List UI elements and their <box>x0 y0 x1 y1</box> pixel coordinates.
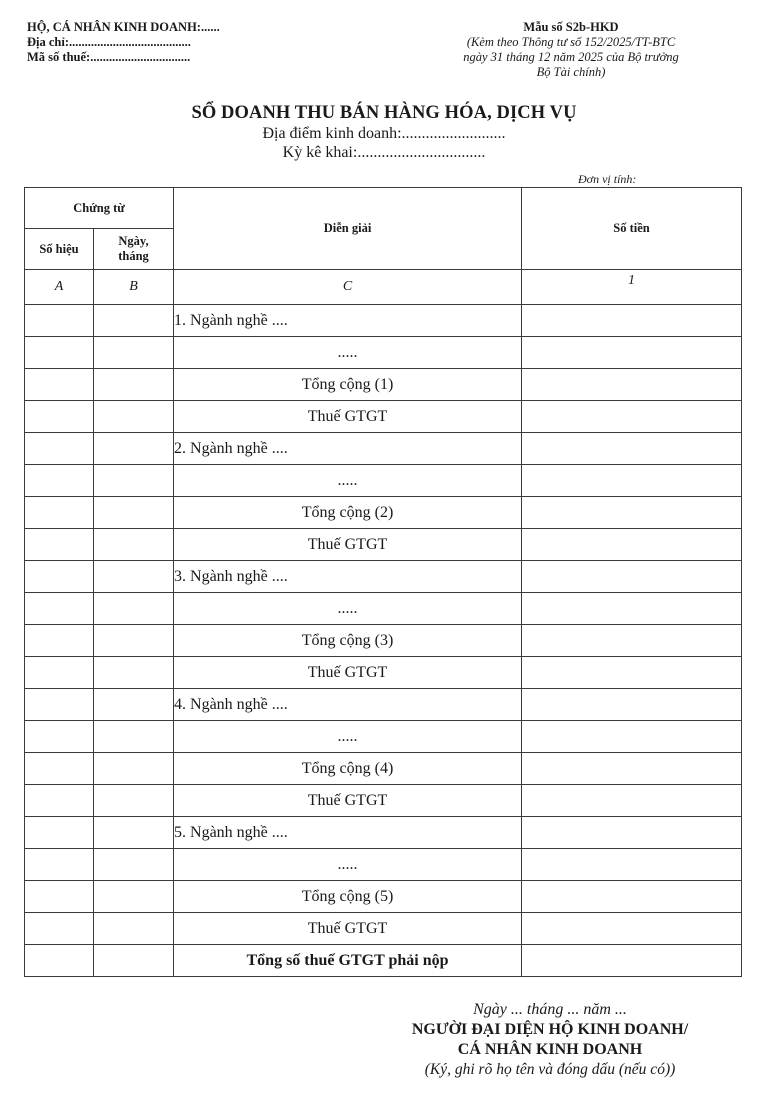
table-row <box>25 561 742 593</box>
voucher-date-cell[interactable] <box>94 721 174 753</box>
table-row <box>25 849 742 881</box>
declaration-period-field: Kỳ kê khai:................................ <box>282 144 486 161</box>
legal-reference-line: (Kèm theo Thông tư số 152/2025/TT-BTC <box>466 35 676 49</box>
description-cell: 1. Ngành nghề .... <box>174 305 522 337</box>
signature-note: (Ký, ghi rõ họ tên và đóng dấu (nếu có)) <box>424 1061 676 1078</box>
voucher-number-cell[interactable] <box>25 401 94 433</box>
voucher-number-cell[interactable] <box>25 721 94 753</box>
voucher-date-cell[interactable] <box>94 401 174 433</box>
description-cell: Tổng cộng (4) <box>174 753 522 785</box>
business-info-block <box>27 20 220 65</box>
table-row <box>25 689 742 721</box>
description-cell: 3. Ngành nghề .... <box>174 561 522 593</box>
description-cell: ..... <box>174 721 522 753</box>
amount-cell[interactable] <box>522 625 742 657</box>
tax-code-field: Mã số thuế:................................ <box>27 50 191 64</box>
column-code-row <box>25 270 742 305</box>
amount-cell[interactable] <box>522 849 742 881</box>
voucher-number-cell[interactable] <box>25 529 94 561</box>
voucher-number-cell[interactable] <box>25 561 94 593</box>
signature-date: Ngày ... tháng ... năm ... <box>473 1001 627 1018</box>
voucher-number-cell[interactable] <box>25 881 94 913</box>
amount-header: Số tiền <box>522 188 742 270</box>
voucher-number-cell[interactable] <box>25 337 94 369</box>
unit-label: Đơn vị tính: <box>578 172 637 186</box>
description-cell: Tổng cộng (5) <box>174 881 522 913</box>
voucher-number-cell[interactable] <box>25 913 94 945</box>
description-cell: Thuế GTGT <box>174 785 522 817</box>
amount-cell[interactable] <box>522 401 742 433</box>
business-name-field: HỘ, CÁ NHÂN KINH DOANH:...... <box>27 20 220 34</box>
signer-role: CÁ NHÂN KINH DOANH <box>457 1041 643 1058</box>
voucher-date-cell[interactable] <box>94 465 174 497</box>
amount-cell[interactable] <box>522 657 742 689</box>
table-row <box>25 369 742 401</box>
table-row <box>25 913 742 945</box>
description-cell: Thuế GTGT <box>174 401 522 433</box>
table-row <box>25 433 742 465</box>
voucher-group-header: Chứng từ <box>25 188 174 229</box>
voucher-number-cell[interactable] <box>25 369 94 401</box>
description-cell: 4. Ngành nghề .... <box>174 689 522 721</box>
voucher-date-cell[interactable] <box>94 689 174 721</box>
table-row <box>25 593 742 625</box>
description-cell: Tổng cộng (3) <box>174 625 522 657</box>
voucher-date-cell[interactable] <box>94 753 174 785</box>
column-code: 1 <box>522 270 742 305</box>
title-block <box>0 102 768 162</box>
description-cell: Thuế GTGT <box>174 913 522 945</box>
voucher-date-cell[interactable] <box>94 657 174 689</box>
voucher-date-cell[interactable] <box>94 369 174 401</box>
amount-cell[interactable] <box>522 753 742 785</box>
description-cell: Tổng số thuế GTGT phải nộp <box>174 945 522 977</box>
amount-cell[interactable] <box>522 497 742 529</box>
amount-cell[interactable] <box>522 945 742 977</box>
table-row <box>25 657 742 689</box>
column-code: A <box>25 270 94 305</box>
voucher-date-cell[interactable] <box>94 593 174 625</box>
description-header: Diễn giải <box>174 188 522 270</box>
table-row <box>25 401 742 433</box>
table-row <box>25 465 742 497</box>
amount-cell[interactable] <box>522 465 742 497</box>
voucher-number-cell[interactable] <box>25 433 94 465</box>
voucher-number-cell[interactable] <box>25 785 94 817</box>
amount-cell[interactable] <box>522 817 742 849</box>
table-row <box>25 497 742 529</box>
description-cell: ..... <box>174 337 522 369</box>
table-header-row <box>25 188 742 229</box>
voucher-date-header: Ngày, tháng <box>94 229 174 270</box>
amount-cell[interactable] <box>522 785 742 817</box>
legal-reference-line: Bộ Tài chính) <box>536 65 606 79</box>
amount-cell[interactable] <box>522 561 742 593</box>
table-row <box>25 305 742 337</box>
voucher-number-cell[interactable] <box>25 625 94 657</box>
amount-cell[interactable] <box>522 721 742 753</box>
amount-cell[interactable] <box>522 529 742 561</box>
voucher-number-cell[interactable] <box>25 753 94 785</box>
description-cell: 5. Ngành nghề .... <box>174 817 522 849</box>
table-row <box>25 529 742 561</box>
voucher-number-cell[interactable] <box>25 817 94 849</box>
voucher-number-cell[interactable] <box>25 849 94 881</box>
table-row <box>25 721 742 753</box>
voucher-number-cell[interactable] <box>25 497 94 529</box>
voucher-date-cell[interactable] <box>94 785 174 817</box>
signature-block <box>340 1000 760 1080</box>
description-cell: Tổng cộng (1) <box>174 369 522 401</box>
voucher-date-cell[interactable] <box>94 849 174 881</box>
table-row <box>25 337 742 369</box>
table-row <box>25 785 742 817</box>
voucher-date-cell[interactable] <box>94 913 174 945</box>
voucher-date-cell[interactable] <box>94 881 174 913</box>
description-cell: Tổng cộng (2) <box>174 497 522 529</box>
voucher-date-cell[interactable] <box>94 305 174 337</box>
description-cell: Thuế GTGT <box>174 657 522 689</box>
column-code: B <box>94 270 174 305</box>
form-number: Mẫu số S2b-HKD <box>523 20 619 34</box>
amount-cell[interactable] <box>522 913 742 945</box>
voucher-date-cell[interactable] <box>94 817 174 849</box>
voucher-number-header: Số hiệu <box>25 229 94 270</box>
voucher-date-cell[interactable] <box>94 529 174 561</box>
table-row <box>25 817 742 849</box>
voucher-number-cell[interactable] <box>25 657 94 689</box>
voucher-date-cell[interactable] <box>94 945 174 977</box>
table-row <box>25 753 742 785</box>
signer-role: NGƯỜI ĐẠI DIỆN HỘ KINH DOANH/ <box>411 1021 689 1038</box>
business-location-field: Địa điểm kinh doanh:.......................... <box>262 125 506 142</box>
form-reference-block <box>376 20 766 80</box>
table-row <box>25 881 742 913</box>
page-title: SỔ DOANH THU BÁN HÀNG HÓA, DỊCH VỤ <box>191 103 577 123</box>
amount-cell[interactable] <box>522 881 742 913</box>
voucher-number-cell[interactable] <box>25 465 94 497</box>
voucher-number-cell[interactable] <box>25 689 94 721</box>
voucher-date-cell[interactable] <box>94 497 174 529</box>
description-cell: ..... <box>174 593 522 625</box>
revenue-ledger-table <box>24 187 742 977</box>
amount-cell[interactable] <box>522 433 742 465</box>
voucher-date-cell[interactable] <box>94 625 174 657</box>
voucher-number-cell[interactable] <box>25 593 94 625</box>
table-row <box>25 625 742 657</box>
description-cell: 2. Ngành nghề .... <box>174 433 522 465</box>
legal-reference-line: ngày 31 tháng 12 năm 2025 của Bộ trưởng <box>463 50 679 64</box>
address-field: Địa chỉ:....................................... <box>27 35 191 49</box>
description-cell: ..... <box>174 465 522 497</box>
table-row <box>25 945 742 977</box>
voucher-date-cell[interactable] <box>94 433 174 465</box>
column-code: C <box>174 270 522 305</box>
description-cell: Thuế GTGT <box>174 529 522 561</box>
voucher-date-cell[interactable] <box>94 337 174 369</box>
voucher-date-cell[interactable] <box>94 561 174 593</box>
amount-cell[interactable] <box>522 369 742 401</box>
amount-cell[interactable] <box>522 305 742 337</box>
voucher-number-cell[interactable] <box>25 945 94 977</box>
amount-cell[interactable] <box>522 689 742 721</box>
description-cell: ..... <box>174 849 522 881</box>
amount-cell[interactable] <box>522 593 742 625</box>
voucher-number-cell[interactable] <box>25 305 94 337</box>
amount-cell[interactable] <box>522 337 742 369</box>
